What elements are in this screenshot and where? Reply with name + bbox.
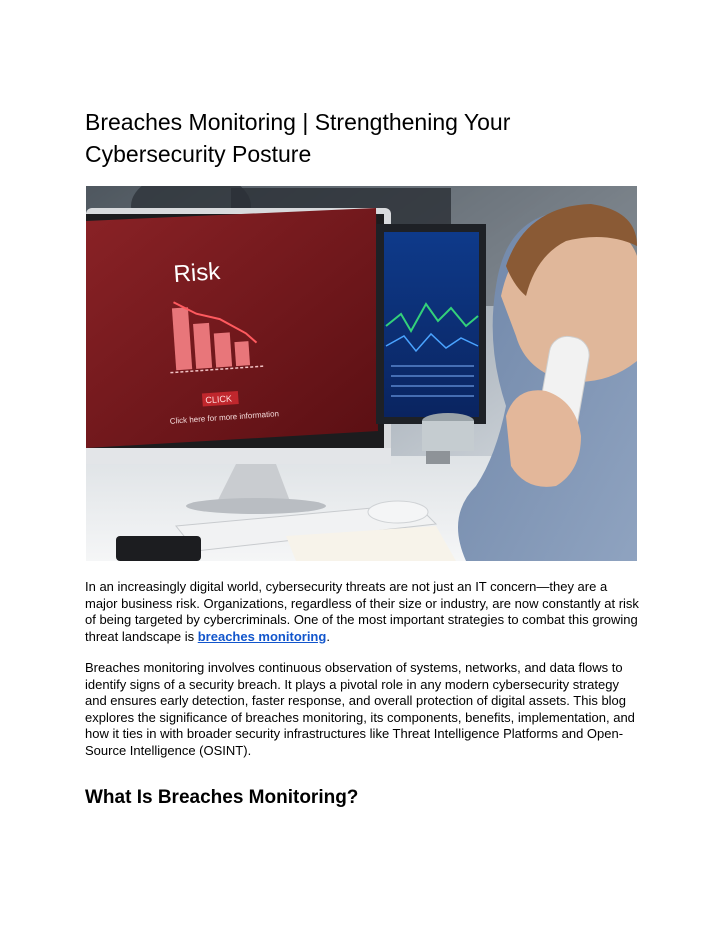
intro-text: In an increasingly digital world, cybersecurity threats are not just an IT concern—they are a major business risk. Organizations, regardless of their size or industry, are now constantly at risk of being targeted by cybercriminals. One of the most important strategies to combat this growing threat landscape is xyxy=(85,579,639,644)
intro-paragraph xyxy=(85,579,640,645)
body-paragraph: Breaches monitoring involves continuous observation of systems, networks, and data flows to identify signs of a security breach. It plays a pivotal role in any modern cybersecurity strategy and ensures early detection, faster response, and overall protection of digital assets. This blog explores the significance of breaches monitoring, its components, benefits, implementation, and how it ties in with broader security infrastructures like Threat Intelligence Platforms and Open-Source Intelligence (OSINT). xyxy=(85,660,635,758)
hero-image xyxy=(86,186,637,561)
intro-text-end: . xyxy=(326,628,330,644)
breaches-monitoring-link[interactable]: breaches monitoring xyxy=(197,628,327,644)
section-heading: What Is Breaches Monitoring? xyxy=(85,787,359,808)
page-title: Breaches Monitoring | Strengthening Your Cybersecurity Posture xyxy=(85,109,511,167)
screen-caption: Click here for more information xyxy=(169,409,280,426)
hero-illustration xyxy=(86,186,637,561)
screen-click-button: CLICK xyxy=(205,393,233,406)
screen-risk-heading: Risk xyxy=(172,257,222,289)
